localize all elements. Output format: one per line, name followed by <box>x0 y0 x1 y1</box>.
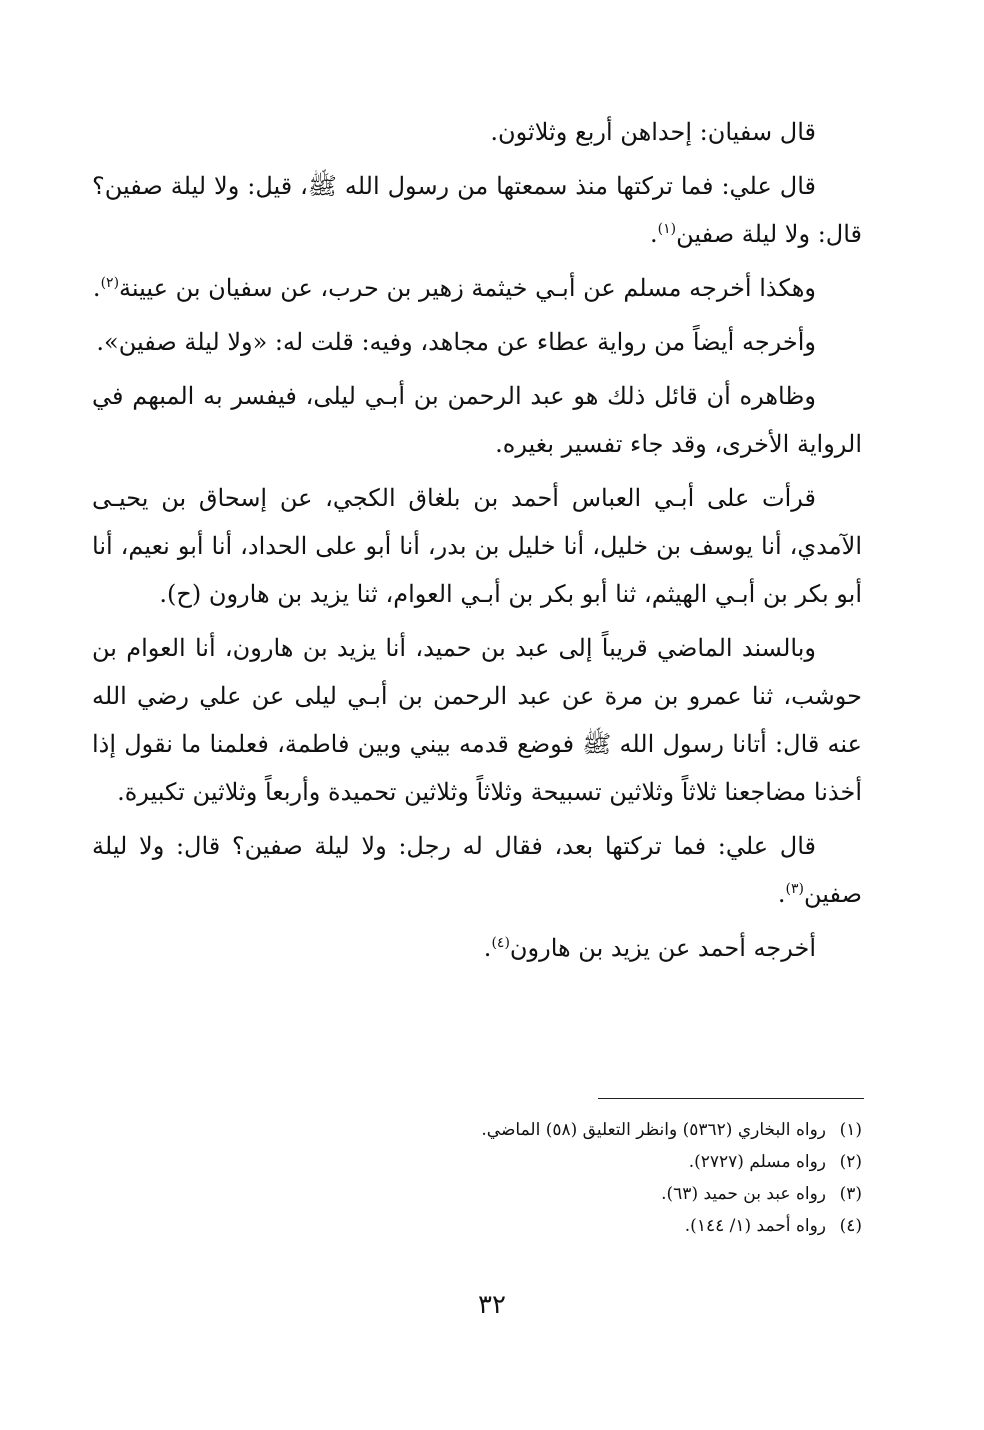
footnote-number: (٢) <box>839 1152 862 1172</box>
paragraph-text: قال سفيان: إحداهن أربع وثلاثون. <box>490 118 816 146</box>
paragraph-6 <box>92 474 862 618</box>
paragraph-5 <box>92 372 862 468</box>
footnote-text: رواه البخاري (٥٣٦٢) وانظر التعليق (٥٨) الماضي. <box>481 1120 826 1140</box>
footnote-3 <box>240 1178 862 1210</box>
footnote-separator <box>598 1098 864 1099</box>
paragraph-text: قرأت على أبـي العباس أحمد بن بلغاق الكجي، عن إسحاق بن يحيـى الآمدي، أنا يوسف بن خليل، أنا خليل بن بدر، أنا أبو على الحداد، أنا أبو نعيم، أنا أبو بكر بن أبـي الهيثم، ثنا أبو بكر بن أبـي العوام، ثنا يزيد بن هارون (ح). <box>92 484 862 608</box>
paragraph-end: . <box>483 934 492 962</box>
footnotes <box>240 1114 862 1242</box>
footnote-text: رواه مسلم (٢٧٢٧). <box>688 1152 826 1172</box>
footnote-ref-2[interactable]: (٢) <box>100 275 120 291</box>
footnote-text: رواه أحمد (١/ ١٤٤). <box>684 1216 826 1236</box>
paragraph-end: . <box>650 220 658 248</box>
footnote-number: (٣) <box>839 1184 862 1204</box>
paragraph-4 <box>92 318 862 366</box>
paragraph-text: أخرجه أحمد عن يزيد بن هارون <box>509 934 816 962</box>
footnote-number: (٤) <box>839 1216 862 1236</box>
paragraph-text: قال علي: فما تركتها منذ سمعتها من رسول الله ﷺ، قيل: ولا ليلة صفين؟ قال: ولا ليلة صفين <box>92 172 862 248</box>
paragraph-2 <box>92 162 862 258</box>
paragraph-end: . <box>92 274 101 302</box>
footnote-number: (١) <box>839 1120 862 1140</box>
footnote-ref-3[interactable]: (٣) <box>785 881 804 897</box>
footnote-2 <box>240 1146 862 1178</box>
paragraph-9 <box>92 924 862 972</box>
paragraph-text: قال علي: فما تركتها بعد، فقال له رجل: ولا ليلة صفين؟ قال: ولا ليلة صفين <box>92 832 862 908</box>
footnote-ref-4[interactable]: (٤) <box>491 935 510 951</box>
paragraph-7 <box>92 624 862 816</box>
paragraph-3 <box>92 264 862 312</box>
main-text <box>92 108 862 978</box>
paragraph-8 <box>92 822 862 918</box>
paragraph-text: وأخرجه أيضاً من رواية عطاء عن مجاهد، وفيه: قلت له: «ولا ليلة صفين». <box>96 328 816 356</box>
paragraph-text: وبالسند الماضي قريباً إلى عبد بن حميد، أنا يزيد بن هارون، أنا العوام بن حوشب، ثنا عمرو بن مرة عن عبد الرحمن بن أبـي ليلى عن علي رضي الله عنه قال: أتانا رسول الله ﷺ فوضع قدمه بيني وبين فاطمة، فعلمنا ما نقول إذا أخذنا مضاجعنا ثلاثاً وثلاثين تسبيحة وثلاثاً وثلاثين تحميدة وأربعاً وثلاثين تكبيرة. <box>92 634 862 806</box>
footnote-1 <box>240 1114 862 1146</box>
footnote-ref-1[interactable]: (١) <box>657 221 677 237</box>
paragraph-end: . <box>777 880 786 908</box>
footnote-text: رواه عبد بن حميد (٦٣). <box>661 1184 826 1204</box>
page-number: ٣٢ <box>478 1290 506 1320</box>
paragraph-text: وظاهره أن قائل ذلك هو عبد الرحمن بن أبـي ليلى، فيفسر به المبهم في الرواية الأخرى، وقد جاء تفسير بغيره. <box>92 382 862 458</box>
paragraph-text: وهكذا أخرجه مسلم عن أبـي خيثمة زهير بن حرب، عن سفيان بن عيينة <box>119 274 816 302</box>
paragraph-1 <box>92 108 862 156</box>
footnote-4 <box>240 1210 862 1242</box>
